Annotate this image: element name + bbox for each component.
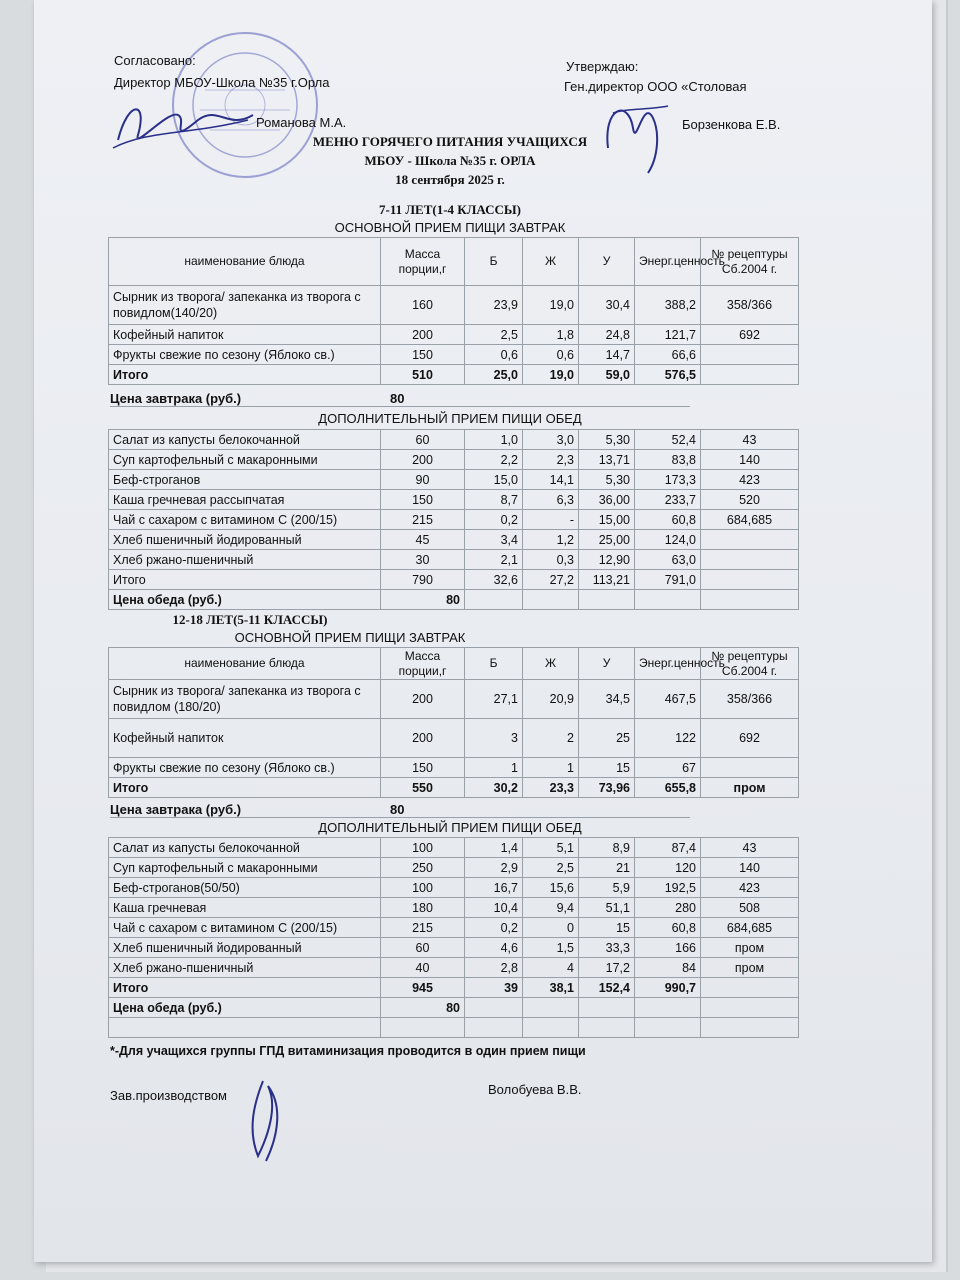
energy: 655,8 (635, 778, 701, 798)
dish-name: Суп картофельный с макаронными (109, 450, 381, 470)
energy: 87,4 (635, 838, 701, 858)
protein: 2,8 (465, 958, 523, 978)
protein: 2,2 (465, 450, 523, 470)
protein: 15,0 (465, 470, 523, 490)
recipe-number: 520 (701, 490, 799, 510)
breakfast-price-value: 80 (390, 802, 405, 817)
table-row (109, 918, 799, 938)
recipe-number: 684,685 (701, 510, 799, 530)
recipe-number (701, 758, 799, 778)
energy: 576,5 (635, 365, 701, 385)
energy: 120 (635, 858, 701, 878)
energy: 467,5 (635, 680, 701, 719)
table-row (109, 858, 799, 878)
fat: 38,1 (523, 978, 579, 998)
recipe-number (701, 365, 799, 385)
protein: 16,7 (465, 878, 523, 898)
mass: 200 (381, 719, 465, 758)
carbs: 34,5 (579, 680, 635, 719)
age-group-2: 12-18 ЛЕТ(5-11 КЛАССЫ) (172, 612, 328, 627)
dish-name: Фрукты свежие по сезону (Яблоко св.) (109, 758, 381, 778)
table-header (109, 648, 799, 680)
col-energy: Энерг.ценность (635, 238, 701, 286)
breakfast-title-1: ОСНОВНОЙ ПРИЕМ ПИЩИ ЗАВТРАК (334, 220, 566, 235)
mass: 550 (381, 778, 465, 798)
protein: 0,2 (465, 918, 523, 938)
carbs: 113,21 (579, 570, 635, 590)
mass: 180 (381, 898, 465, 918)
dish-name: Хлеб ржано-пшеничный (109, 958, 381, 978)
protein: 2,9 (465, 858, 523, 878)
fat: 9,4 (523, 898, 579, 918)
fat: 14,1 (523, 470, 579, 490)
carbs: 12,90 (579, 550, 635, 570)
breakfast-table-2 (108, 647, 799, 798)
mass: 30 (381, 550, 465, 570)
col-recipe: № рецептуры Сб.2004 г. (701, 238, 799, 286)
recipe-number: 358/366 (701, 286, 799, 325)
dish-name: Итого (109, 778, 381, 798)
breakfast-price-row-2 (110, 802, 690, 818)
approval-left-label: Согласовано: (114, 53, 196, 68)
energy: 166 (635, 938, 701, 958)
dish-name: Чай с сахаром с витамином С (200/15) (109, 510, 381, 530)
approval-right-label: Утверждаю: (566, 59, 639, 74)
energy: 66,6 (635, 345, 701, 365)
dish-name: Хлеб ржано-пшеничный (109, 550, 381, 570)
dish-name: Каша гречневая (109, 898, 381, 918)
recipe-number: 692 (701, 719, 799, 758)
table-row (109, 325, 799, 345)
mass: 200 (381, 325, 465, 345)
carbs: 15,00 (579, 510, 635, 530)
protein: 0,2 (465, 510, 523, 530)
table-row (109, 530, 799, 550)
table-row (109, 758, 799, 778)
mass: 150 (381, 345, 465, 365)
mass: 40 (381, 958, 465, 978)
energy: 52,4 (635, 430, 701, 450)
protein: 10,4 (465, 898, 523, 918)
fat: 0,6 (523, 345, 579, 365)
breakfast-title-2: ОСНОВНОЙ ПРИЕМ ПИЩИ ЗАВТРАК (234, 630, 466, 645)
fat: 1,8 (523, 325, 579, 345)
carbs: 8,9 (579, 838, 635, 858)
protein: 25,0 (465, 365, 523, 385)
energy: 83,8 (635, 450, 701, 470)
col-name: наименование блюда (109, 648, 381, 680)
recipe-number: 140 (701, 858, 799, 878)
protein: 39 (465, 978, 523, 998)
mass: 510 (381, 365, 465, 385)
fat: 4 (523, 958, 579, 978)
carbs: 25,00 (579, 530, 635, 550)
carbs: 59,0 (579, 365, 635, 385)
table-row (109, 470, 799, 490)
lunch-price-value: 80 (381, 590, 465, 610)
carbs: 36,00 (579, 490, 635, 510)
total-row (109, 978, 799, 998)
recipe-number: 140 (701, 450, 799, 470)
approval-right-position: Ген.директор ООО «Столовая (564, 79, 747, 94)
energy: 60,8 (635, 918, 701, 938)
carbs: 5,30 (579, 430, 635, 450)
lunch-price-row-2 (109, 998, 799, 1018)
mass: 200 (381, 680, 465, 719)
total-row (109, 570, 799, 590)
mass: 90 (381, 470, 465, 490)
fat: 19,0 (523, 286, 579, 325)
col-zh: Ж (523, 648, 579, 680)
fat: 5,1 (523, 838, 579, 858)
carbs: 24,8 (579, 325, 635, 345)
dish-name: Чай с сахаром с витамином С (200/15) (109, 918, 381, 938)
fat: 6,3 (523, 490, 579, 510)
carbs: 21 (579, 858, 635, 878)
energy: 60,8 (635, 510, 701, 530)
dish-name: Сырник из творога/ запеканка из творога с повидлом (180/20) (109, 680, 381, 719)
col-mass: Масса порции,г (381, 648, 465, 680)
table-row (109, 719, 799, 758)
dish-name: Суп картофельный с макаронными (109, 858, 381, 878)
mass: 60 (381, 938, 465, 958)
mass: 150 (381, 758, 465, 778)
recipe-number: 43 (701, 838, 799, 858)
empty-row (109, 1018, 799, 1038)
protein: 32,6 (465, 570, 523, 590)
carbs: 13,71 (579, 450, 635, 470)
mass: 100 (381, 838, 465, 858)
lunch-price-label: Цена обеда (руб.) (109, 998, 381, 1018)
fat: 15,6 (523, 878, 579, 898)
protein: 3 (465, 719, 523, 758)
carbs: 5,9 (579, 878, 635, 898)
recipe-number: 358/366 (701, 680, 799, 719)
dish-name: Итого (109, 978, 381, 998)
age-group-1: 7-11 ЛЕТ(1-4 КЛАССЫ) (378, 202, 522, 217)
dish-name: Салат из капусты белокочанной (109, 838, 381, 858)
dish-name: Каша гречневая рассыпчатая (109, 490, 381, 510)
fat: 1,5 (523, 938, 579, 958)
protein: 1,0 (465, 430, 523, 450)
protein: 8,7 (465, 490, 523, 510)
energy: 84 (635, 958, 701, 978)
protein: 1 (465, 758, 523, 778)
mass: 45 (381, 530, 465, 550)
recipe-number: 423 (701, 878, 799, 898)
carbs: 14,7 (579, 345, 635, 365)
mass: 100 (381, 878, 465, 898)
col-u: У (579, 238, 635, 286)
fat: 0,3 (523, 550, 579, 570)
total-row (109, 778, 799, 798)
energy: 990,7 (635, 978, 701, 998)
protein: 27,1 (465, 680, 523, 719)
table-header (109, 238, 799, 286)
dish-name: Итого (109, 365, 381, 385)
fat: 2 (523, 719, 579, 758)
energy: 280 (635, 898, 701, 918)
menu-date: 18 сентября 2025 г. (395, 172, 505, 187)
mass: 790 (381, 570, 465, 590)
recipe-number (701, 530, 799, 550)
lunch-price-label: Цена обеда (руб.) (109, 590, 381, 610)
fat: 1 (523, 758, 579, 778)
mass: 250 (381, 858, 465, 878)
protein: 1,4 (465, 838, 523, 858)
lunch-price-row-1 (109, 590, 799, 610)
protein: 23,9 (465, 286, 523, 325)
approval-left-name: Романова М.А. (256, 115, 347, 130)
energy: 388,2 (635, 286, 701, 325)
mass: 945 (381, 978, 465, 998)
mass: 215 (381, 510, 465, 530)
lunch-price-value: 80 (381, 998, 465, 1018)
table-row (109, 958, 799, 978)
col-energy: Энерг.ценность (635, 648, 701, 680)
production-head-signature (238, 1076, 288, 1166)
mass: 150 (381, 490, 465, 510)
carbs: 51,1 (579, 898, 635, 918)
carbs: 17,2 (579, 958, 635, 978)
fat: 20,9 (523, 680, 579, 719)
table-row (109, 345, 799, 365)
col-mass: Масса порции,г (381, 238, 465, 286)
lunch-title-2: ДОПОЛНИТЕЛЬНЫЙ ПРИЕМ ПИЩИ ОБЕД (318, 820, 582, 835)
mass: 60 (381, 430, 465, 450)
carbs: 73,96 (579, 778, 635, 798)
carbs: 5,30 (579, 470, 635, 490)
table-row (109, 550, 799, 570)
fat: 27,2 (523, 570, 579, 590)
dish-name: Хлеб пшеничный йодированный (109, 530, 381, 550)
fat: 2,3 (523, 450, 579, 470)
fat: - (523, 510, 579, 530)
carbs: 30,4 (579, 286, 635, 325)
energy: 192,5 (635, 878, 701, 898)
dish-name: Беф-строганов (109, 470, 381, 490)
dish-name: Кофейный напиток (109, 325, 381, 345)
table-row (109, 430, 799, 450)
footnote: *-Для учащихся группы ГПД витаминизация проводится в один прием пищи (110, 1044, 586, 1058)
table-row (109, 286, 799, 325)
table-row (109, 510, 799, 530)
recipe-number (701, 550, 799, 570)
col-zh: Ж (523, 238, 579, 286)
breakfast-price-value: 80 (390, 391, 405, 406)
recipe-number: пром (701, 778, 799, 798)
protein: 2,5 (465, 325, 523, 345)
recipe-number: 692 (701, 325, 799, 345)
energy: 233,7 (635, 490, 701, 510)
recipe-number: 423 (701, 470, 799, 490)
carbs: 15 (579, 918, 635, 938)
recipe-number (701, 978, 799, 998)
recipe-number: 508 (701, 898, 799, 918)
col-name: наименование блюда (109, 238, 381, 286)
recipe-number: 684,685 (701, 918, 799, 938)
dish-name: Фрукты свежие по сезону (Яблоко св.) (109, 345, 381, 365)
breakfast-price-label: Цена завтрака (руб.) (110, 391, 242, 406)
breakfast-table-1 (108, 237, 799, 385)
energy: 791,0 (635, 570, 701, 590)
fat: 1,2 (523, 530, 579, 550)
recipe-number: пром (701, 938, 799, 958)
footer-name: Волобуева В.В. (488, 1082, 582, 1097)
table-row (109, 680, 799, 719)
fat: 3,0 (523, 430, 579, 450)
carbs: 25 (579, 719, 635, 758)
dish-name: Кофейный напиток (109, 719, 381, 758)
carbs: 15 (579, 758, 635, 778)
footer-position: Зав.производством (110, 1088, 227, 1103)
energy: 124,0 (635, 530, 701, 550)
recipe-number (701, 570, 799, 590)
director-signature (108, 90, 258, 160)
dish-name: Хлеб пшеничный йодированный (109, 938, 381, 958)
dish-name: Итого (109, 570, 381, 590)
total-row (109, 365, 799, 385)
col-u: У (579, 648, 635, 680)
table-row (109, 898, 799, 918)
carbs: 152,4 (579, 978, 635, 998)
recipe-number: пром (701, 958, 799, 978)
mass: 215 (381, 918, 465, 938)
breakfast-price-label: Цена завтрака (руб.) (110, 802, 242, 817)
energy: 122 (635, 719, 701, 758)
col-b: Б (465, 238, 523, 286)
fat: 2,5 (523, 858, 579, 878)
protein: 4,6 (465, 938, 523, 958)
protein: 2,1 (465, 550, 523, 570)
dish-name: Беф-строганов(50/50) (109, 878, 381, 898)
carbs: 33,3 (579, 938, 635, 958)
table-row (109, 878, 799, 898)
menu-title: МЕНЮ ГОРЯЧЕГО ПИТАНИЯ УЧАЩИХСЯ (312, 134, 588, 149)
protein: 0,6 (465, 345, 523, 365)
table-row (109, 938, 799, 958)
energy: 63,0 (635, 550, 701, 570)
col-b: Б (465, 648, 523, 680)
fat: 23,3 (523, 778, 579, 798)
lunch-table-2 (108, 837, 799, 1038)
recipe-number (701, 345, 799, 365)
approval-right-name: Борзенкова Е.В. (682, 117, 781, 132)
mass: 160 (381, 286, 465, 325)
energy: 67 (635, 758, 701, 778)
dish-name: Сырник из творога/ запеканка из творога с повидлом(140/20) (109, 286, 381, 325)
table-row (109, 490, 799, 510)
table-row (109, 450, 799, 470)
fat: 0 (523, 918, 579, 938)
approval-left-position: Директор МБОУ-Школа №35 г.Орла (114, 75, 330, 90)
breakfast-price-row-1 (110, 391, 690, 407)
protein: 30,2 (465, 778, 523, 798)
energy: 121,7 (635, 325, 701, 345)
fat: 19,0 (523, 365, 579, 385)
school-name: МБОУ - Школа №35 г. ОРЛА (364, 153, 536, 168)
recipe-number: 43 (701, 430, 799, 450)
col-recipe: № рецептуры Сб.2004 г. (701, 648, 799, 680)
lunch-title-1: ДОПОЛНИТЕЛЬНЫЙ ПРИЕМ ПИЩИ ОБЕД (318, 411, 582, 426)
table-row (109, 838, 799, 858)
mass: 200 (381, 450, 465, 470)
lunch-table-1 (108, 429, 799, 610)
protein: 3,4 (465, 530, 523, 550)
dish-name: Салат из капусты белокочанной (109, 430, 381, 450)
energy: 173,3 (635, 470, 701, 490)
